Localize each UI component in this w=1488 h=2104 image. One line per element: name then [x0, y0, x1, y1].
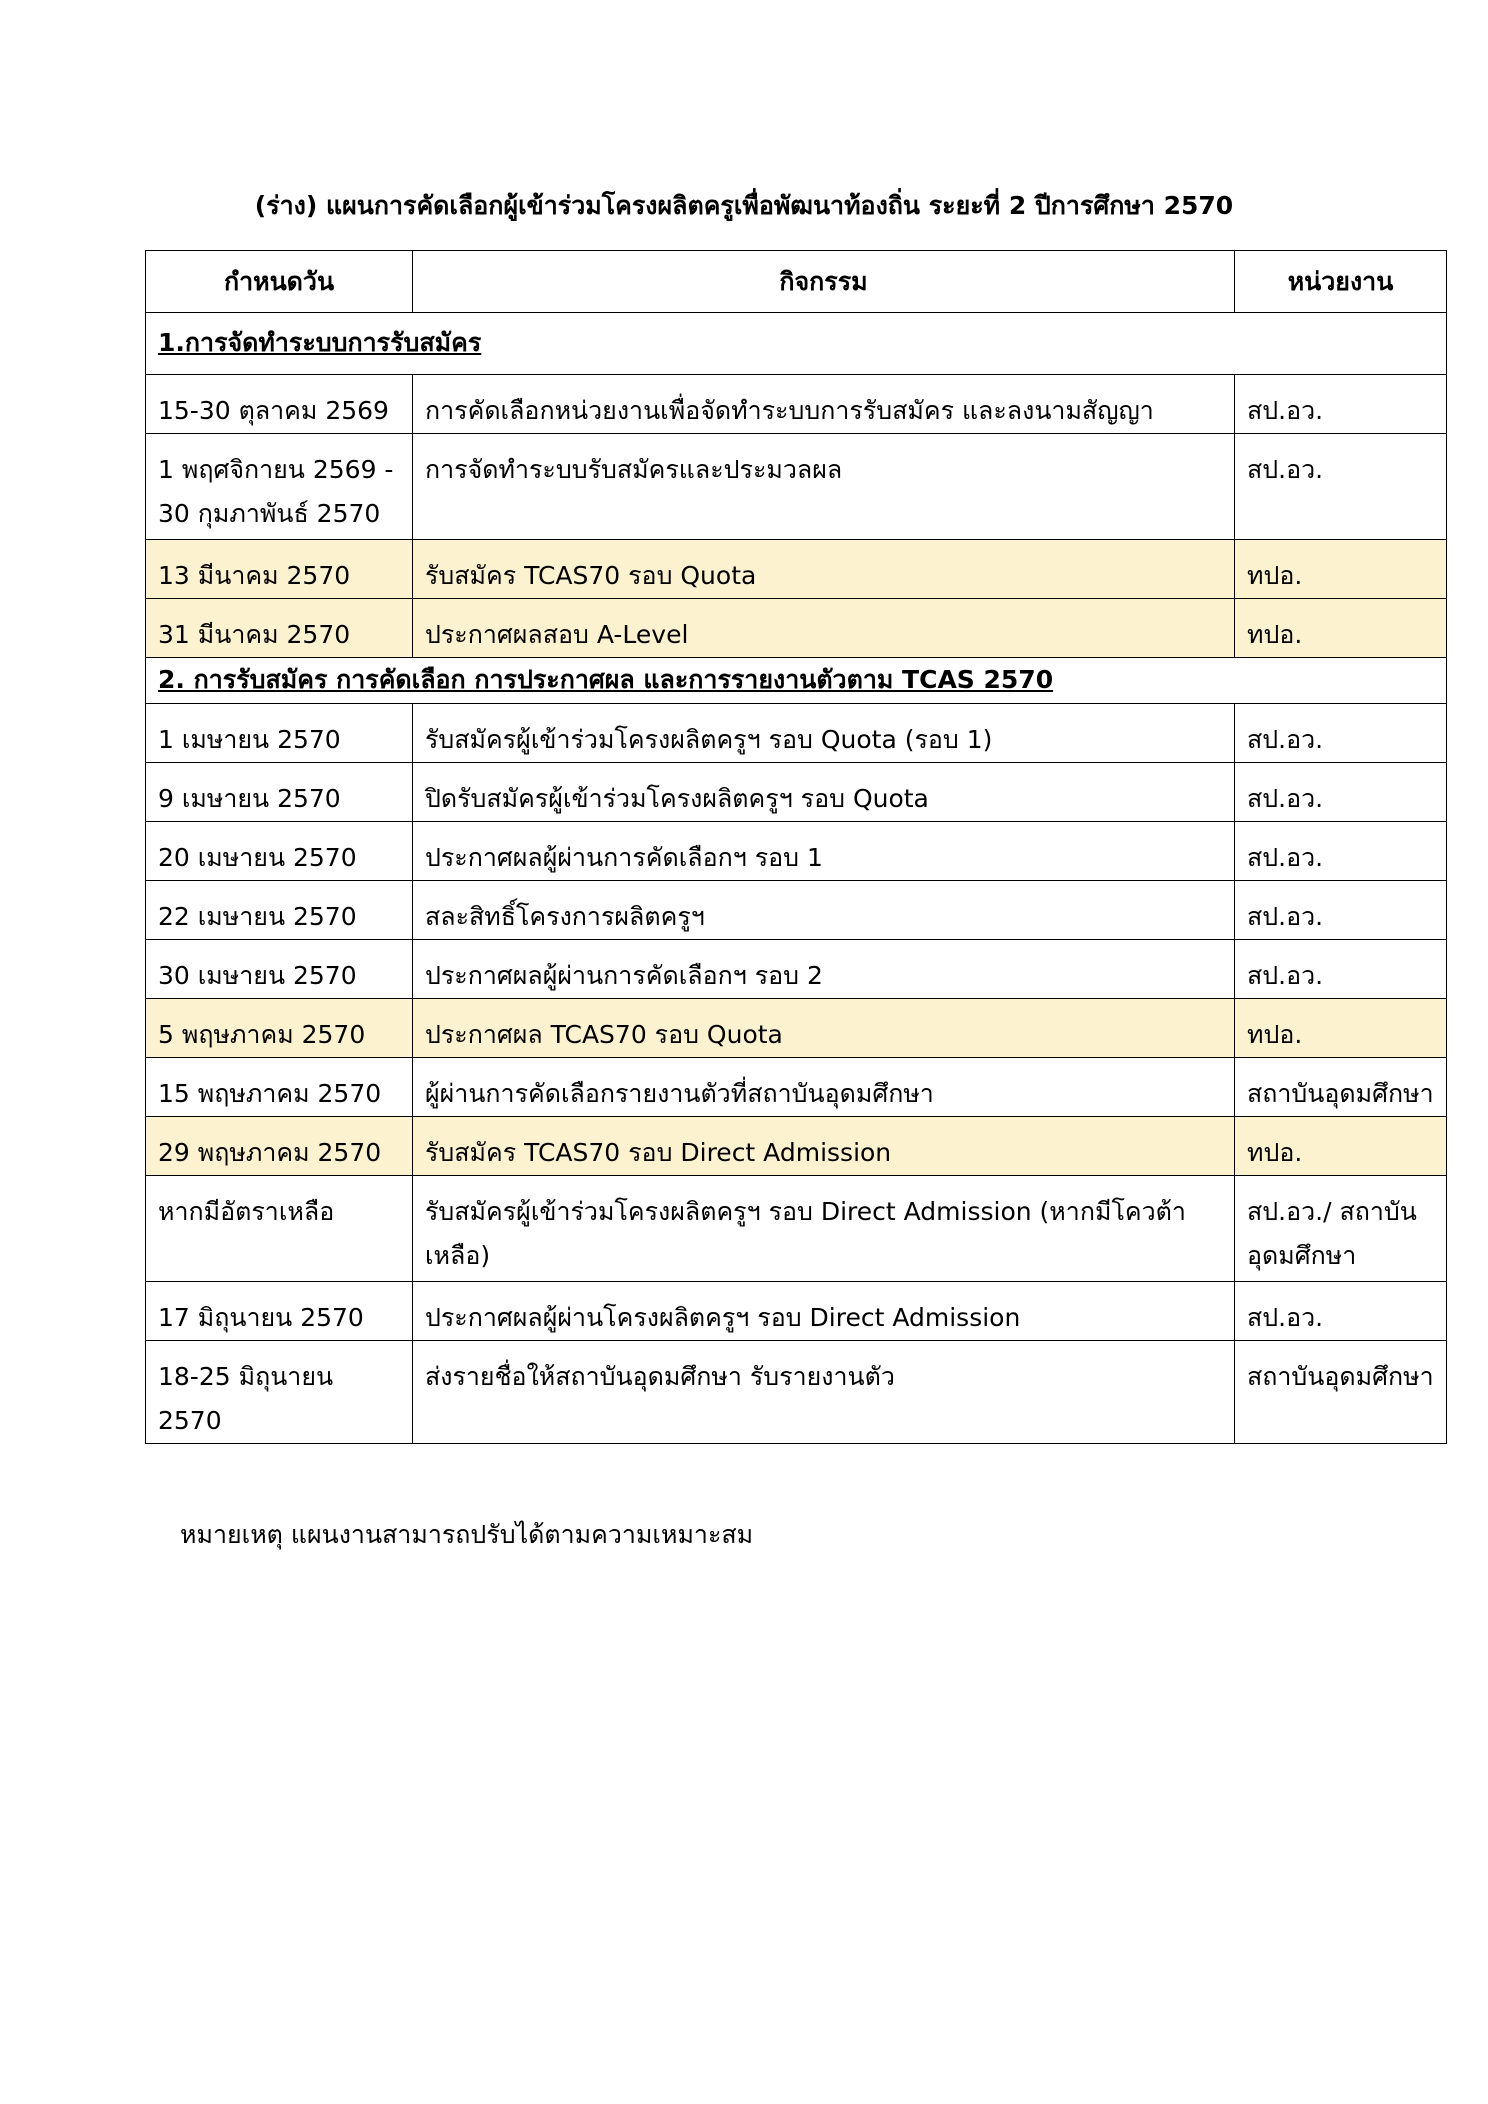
row-unit: ทปอ.	[1235, 999, 1447, 1058]
table-row	[146, 1341, 1447, 1444]
row-unit: สป.อว.	[1235, 434, 1447, 540]
table-row-highlighted	[146, 999, 1447, 1058]
row-unit: สป.อว.	[1235, 375, 1447, 434]
row-activity: การจัดทำระบบรับสมัครและประมวลผล	[413, 434, 1235, 540]
row-activity: ประกาศผลผู้ผ่านการคัดเลือกฯ รอบ 2	[413, 940, 1235, 999]
table-row-highlighted	[146, 599, 1447, 658]
row-date: 13 มีนาคม 2570	[146, 540, 413, 599]
table-row	[146, 1282, 1447, 1341]
header-activity: กิจกรรม	[413, 251, 1235, 313]
row-unit: สป.อว.	[1235, 940, 1447, 999]
row-unit: สถาบันอุดมศึกษา	[1235, 1341, 1447, 1444]
row-date: 15-30 ตุลาคม 2569	[146, 375, 413, 434]
row-activity: การคัดเลือกหน่วยงานเพื่อจัดทำระบบการรับสมัคร และลงนามสัญญา	[413, 375, 1235, 434]
row-activity: สละสิทธิ์โครงการผลิตครูฯ	[413, 881, 1235, 940]
table-row	[146, 763, 1447, 822]
footnote: หมายเหตุ แผนงานสามารถปรับได้ตามความเหมาะสม	[180, 1520, 754, 1549]
table-row	[146, 704, 1447, 763]
row-date: 1 เมษายน 2570	[146, 704, 413, 763]
row-date: 18-25 มิถุนายน 2570	[146, 1341, 413, 1444]
table-row	[146, 881, 1447, 940]
header-date: กำหนดวัน	[146, 251, 413, 313]
row-unit: สป.อว./ สถาบันอุดมศึกษา	[1235, 1176, 1447, 1282]
page-title: (ร่าง) แผนการคัดเลือกผู้เข้าร่วมโครงผลิตครูเพื่อพัฒนาท้องถิ่น ระยะที่ 2 ปีการศึกษา 2570	[254, 191, 1234, 220]
row-activity: ประกาศผลผู้ผ่านโครงผลิตครูฯ รอบ Direct Admission	[413, 1282, 1235, 1341]
table-row	[146, 1176, 1447, 1282]
row-date: 22 เมษายน 2570	[146, 881, 413, 940]
row-date: 1 พฤศจิกายน 2569 - 30 กุมภาพันธ์ 2570	[146, 434, 413, 540]
section-1-heading: 1.การจัดทำระบบการรับสมัคร	[146, 313, 1447, 375]
row-activity: รับสมัคร TCAS70 รอบ Direct Admission	[413, 1117, 1235, 1176]
row-date: 5 พฤษภาคม 2570	[146, 999, 413, 1058]
row-date: 31 มีนาคม 2570	[146, 599, 413, 658]
row-date: 17 มิถุนายน 2570	[146, 1282, 413, 1341]
row-unit: สป.อว.	[1235, 822, 1447, 881]
row-activity: ประกาศผลสอบ A-Level	[413, 599, 1235, 658]
table-header-row	[146, 251, 1447, 313]
row-date: 29 พฤษภาคม 2570	[146, 1117, 413, 1176]
row-activity: ประกาศผลผู้ผ่านการคัดเลือกฯ รอบ 1	[413, 822, 1235, 881]
section-2-heading-row	[146, 658, 1447, 704]
row-unit: ทปอ.	[1235, 540, 1447, 599]
row-activity: รับสมัครผู้เข้าร่วมโครงผลิตครูฯ รอบ Direct Admission (หากมีโควต้าเหลือ)	[413, 1176, 1235, 1282]
table-row	[146, 434, 1447, 540]
row-unit: สถาบันอุดมศึกษา	[1235, 1058, 1447, 1117]
row-activity: ประกาศผล TCAS70 รอบ Quota	[413, 999, 1235, 1058]
row-unit: สป.อว.	[1235, 763, 1447, 822]
row-activity: ผู้ผ่านการคัดเลือกรายงานตัวที่สถาบันอุดมศึกษา	[413, 1058, 1235, 1117]
row-activity: ส่งรายชื่อให้สถาบันอุดมศึกษา รับรายงานตัว	[413, 1341, 1235, 1444]
row-unit: สป.อว.	[1235, 704, 1447, 763]
row-activity: รับสมัครผู้เข้าร่วมโครงผลิตครูฯ รอบ Quota (รอบ 1)	[413, 704, 1235, 763]
row-unit: สป.อว.	[1235, 881, 1447, 940]
table-row	[146, 940, 1447, 999]
table-row-highlighted	[146, 540, 1447, 599]
table-row-highlighted	[146, 1117, 1447, 1176]
schedule-table	[145, 250, 1447, 1444]
row-unit: ทปอ.	[1235, 1117, 1447, 1176]
header-unit: หน่วยงาน	[1235, 251, 1447, 313]
row-date: 20 เมษายน 2570	[146, 822, 413, 881]
table-row	[146, 1058, 1447, 1117]
row-date: 15 พฤษภาคม 2570	[146, 1058, 413, 1117]
row-date: หากมีอัตราเหลือ	[146, 1176, 413, 1282]
section-1-heading-row	[146, 313, 1447, 375]
row-unit: ทปอ.	[1235, 599, 1447, 658]
row-date: 9 เมษายน 2570	[146, 763, 413, 822]
row-unit: สป.อว.	[1235, 1282, 1447, 1341]
section-2-heading: 2. การรับสมัคร การคัดเลือก การประกาศผล และการรายงานตัวตาม TCAS 2570	[146, 658, 1447, 704]
row-activity: ปิดรับสมัครผู้เข้าร่วมโครงผลิตครูฯ รอบ Quota	[413, 763, 1235, 822]
row-date: 30 เมษายน 2570	[146, 940, 413, 999]
table-row	[146, 375, 1447, 434]
table-row	[146, 822, 1447, 881]
row-activity: รับสมัคร TCAS70 รอบ Quota	[413, 540, 1235, 599]
